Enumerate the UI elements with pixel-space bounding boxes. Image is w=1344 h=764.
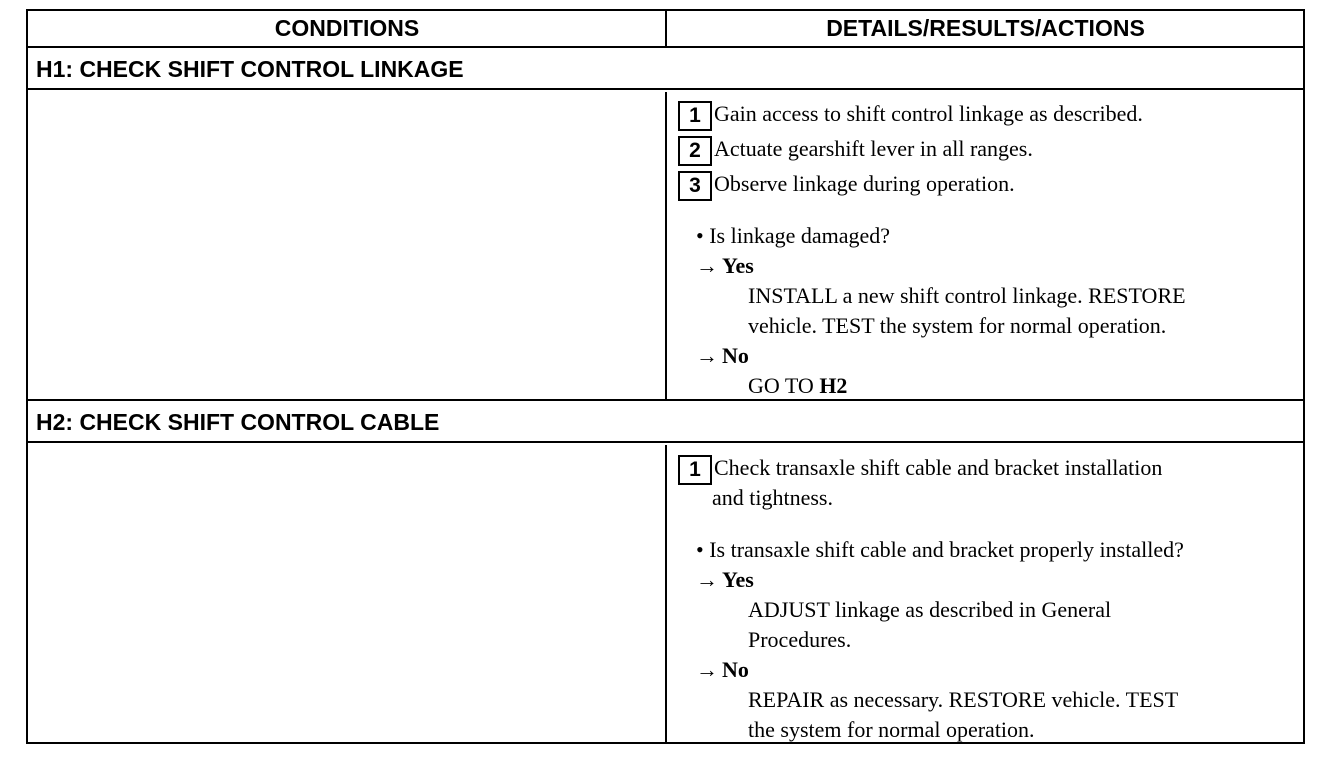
step-number: 1	[678, 455, 712, 485]
yes-label: Yes	[722, 567, 754, 592]
question-line	[696, 221, 890, 251]
no-label: No	[722, 343, 749, 368]
arrow-right-icon: →	[696, 253, 718, 278]
step-text: Observe linkage during operation.	[714, 171, 1015, 196]
arrow-right-icon: →	[696, 343, 718, 368]
step-text: Actuate gearshift lever in all ranges.	[714, 136, 1033, 161]
h1-details-cell	[678, 99, 1303, 399]
question-text: Is linkage damaged?	[709, 223, 891, 248]
step-text: Gain access to shift control linkage as described.	[714, 101, 1143, 126]
yes-action-line: INSTALL a new shift control linkage. RESTORE	[748, 283, 1186, 308]
diagnostic-table	[26, 9, 1305, 744]
no-action-line	[748, 371, 847, 401]
step-text-continued: and tightness.	[712, 485, 833, 510]
step-item	[678, 134, 1033, 164]
section-title-h1: H1: CHECK SHIFT CONTROL LINKAGE	[28, 48, 1303, 90]
no-action-line: the system for normal operation.	[748, 717, 1035, 742]
step-number: 1	[678, 101, 712, 131]
yes-label: Yes	[722, 253, 754, 278]
step-text: Check transaxle shift cable and bracket installation	[714, 455, 1163, 480]
yes-action-line: vehicle. TEST the system for normal operation.	[748, 313, 1167, 338]
section-title-h2: H2: CHECK SHIFT CONTROL CABLE	[28, 401, 1303, 443]
bullet-icon: •	[696, 223, 704, 248]
goto-target: H2	[819, 373, 848, 398]
step-item	[678, 99, 1143, 129]
header-conditions: CONDITIONS	[274, 15, 420, 41]
no-label: No	[722, 657, 749, 682]
yes-action-line: ADJUST linkage as described in General	[748, 597, 1112, 622]
yes-line	[696, 565, 754, 595]
step-item	[678, 169, 1015, 199]
yes-action-line: Procedures.	[748, 627, 852, 652]
arrow-right-icon: →	[696, 657, 718, 682]
no-line	[696, 341, 749, 371]
no-action-text: GO TO	[748, 373, 814, 398]
header-divider	[665, 11, 667, 46]
bullet-icon: •	[696, 537, 704, 562]
h1-column-divider	[665, 92, 667, 401]
step-number: 2	[678, 136, 712, 166]
no-line	[696, 655, 749, 685]
step-number: 3	[678, 171, 712, 201]
no-action-line: REPAIR as necessary. RESTORE vehicle. TEST	[748, 687, 1179, 712]
header-details: DETAILS/RESULTS/ACTIONS	[826, 15, 1145, 41]
question-text: Is transaxle shift cable and bracket properly installed?	[709, 537, 1184, 562]
h2-column-divider	[665, 445, 667, 742]
yes-line	[696, 251, 754, 281]
step-item	[678, 453, 1162, 483]
question-line	[696, 535, 1184, 565]
arrow-right-icon: →	[696, 567, 718, 592]
h2-details-cell	[678, 453, 1303, 743]
